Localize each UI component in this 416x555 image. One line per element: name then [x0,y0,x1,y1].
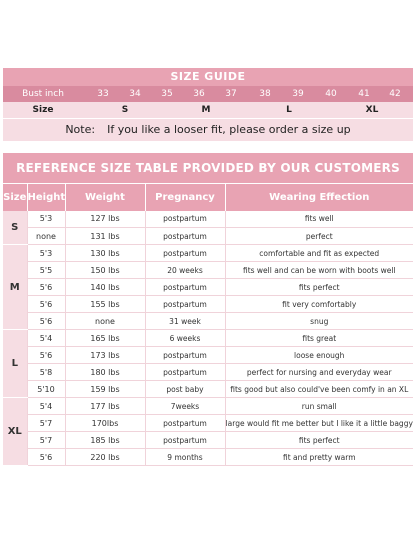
weight-cell: 173 lbs [65,347,145,364]
effect-cell: snug [225,313,413,330]
weight-cell: 185 lbs [65,432,145,449]
bust-value: 35 [161,89,173,99]
table-row [3,296,413,313]
pregnancy-cell: postpartum [145,296,225,313]
pregnancy-cell: postpartum [145,228,225,245]
table-row [3,364,413,381]
reference-title: REFERENCE SIZE TABLE PROVIDED BY OUR CUSTOMERS [3,153,413,183]
table-row [3,279,413,296]
pregnancy-cell: postpartum [145,415,225,432]
weight-cell: 177 lbs [65,398,145,415]
size-row [3,102,413,119]
bust-value: 36 [193,89,205,99]
effect-cell: fits perfect [225,432,413,449]
effect-cell: fits well and can be worn with boots well [225,262,413,279]
table-row [3,330,413,347]
weight-cell: none [65,313,145,330]
pregnancy-cell: 6 weeks [145,330,225,347]
effect-cell: fits perfect [225,279,413,296]
height-cell: 5'10 [27,381,65,398]
table-row [3,245,413,262]
table-row [3,347,413,364]
effect-cell: fits good but also could've been comfy in an XL [225,381,413,398]
effect-cell: loose enough [225,347,413,364]
size-value: L [286,105,292,115]
size-label: Size [32,105,54,115]
table-row [3,415,413,432]
bust-row [3,86,413,102]
effect-cell: fits great [225,330,413,347]
height-cell: 5'3 [27,211,65,228]
col-header-size: Size [3,184,27,211]
size-value: S [121,105,129,115]
size-group-label: M [3,245,27,330]
col-header-weight: Weight [65,184,145,211]
col-header-effect: Wearing Effection [225,184,413,211]
height-cell: none [27,228,65,245]
height-cell: 5'5 [27,262,65,279]
size-guide-title: SIZE GUIDE [3,68,413,86]
bust-value: 42 [389,89,401,99]
height-cell: 5'4 [27,330,65,347]
height-cell: 5'6 [27,347,65,364]
weight-cell: 130 lbs [65,245,145,262]
pregnancy-cell: 31 week [145,313,225,330]
table-row [3,211,413,228]
effect-cell: fit very comfortably [225,296,413,313]
bust-value: 40 [325,89,337,99]
height-cell: 5'6 [27,449,65,466]
weight-cell: 220 lbs [65,449,145,466]
pregnancy-cell: postpartum [145,432,225,449]
size-group-label: XL [3,398,27,466]
height-cell: 5'6 [27,296,65,313]
height-cell: 5'8 [27,364,65,381]
effect-cell: fits well [225,211,413,228]
size-group-label: L [3,330,27,398]
weight-cell: 150 lbs [65,262,145,279]
col-header-pregnancy: Pregnancy [145,184,225,211]
table-row [3,432,413,449]
effect-cell: perfect for nursing and everyday wear [225,364,413,381]
reference-table [3,153,413,466]
pregnancy-cell: postpartum [145,347,225,364]
height-cell: 5'6 [27,279,65,296]
table-row [3,262,413,279]
weight-cell: 165 lbs [65,330,145,347]
effect-cell: large would fit me better but I like it a little baggy [225,415,413,432]
weight-cell: 131 lbs [65,228,145,245]
size-guide [3,68,413,141]
size-value: XL [365,105,379,115]
bust-value: 41 [358,89,370,99]
weight-cell: 180 lbs [65,364,145,381]
effect-cell: run small [225,398,413,415]
pregnancy-cell: postpartum [145,364,225,381]
height-cell: 5'7 [27,415,65,432]
bust-value: 33 [97,89,109,99]
bust-value: 38 [259,89,271,99]
size-note [3,119,413,141]
bust-value: 39 [292,89,304,99]
height-cell: 5'4 [27,398,65,415]
pregnancy-cell: 9 months [145,449,225,466]
effect-cell: perfect [225,228,413,245]
reference-grid [3,183,413,466]
table-row [3,381,413,398]
height-cell: 5'6 [27,313,65,330]
height-cell: 5'3 [27,245,65,262]
reference-header-row [3,184,413,211]
table-row [3,398,413,415]
size-value: M [201,105,211,115]
bust-label: Bust inch [22,89,64,99]
pregnancy-cell: 7weeks [145,398,225,415]
note-label: Note: [65,123,96,136]
weight-cell: 159 lbs [65,381,145,398]
pregnancy-cell: postpartum [145,211,225,228]
pregnancy-cell: post baby [145,381,225,398]
size-group-label: S [3,211,27,245]
height-cell: 5'7 [27,432,65,449]
pregnancy-cell: 20 weeks [145,262,225,279]
col-header-height: Height [27,184,65,211]
table-row [3,313,413,330]
weight-cell: 127 lbs [65,211,145,228]
table-row [3,228,413,245]
bust-value: 37 [225,89,237,99]
weight-cell: 170lbs [65,415,145,432]
bust-value: 34 [129,89,141,99]
pregnancy-cell: postpartum [145,245,225,262]
note-text: If you like a looser fit, please order a size up [107,123,351,136]
effect-cell: comfortable and fit as expected [225,245,413,262]
table-row [3,449,413,466]
pregnancy-cell: postpartum [145,279,225,296]
weight-cell: 155 lbs [65,296,145,313]
reference-body [3,211,413,466]
weight-cell: 140 lbs [65,279,145,296]
effect-cell: fit and pretty warm [225,449,413,466]
